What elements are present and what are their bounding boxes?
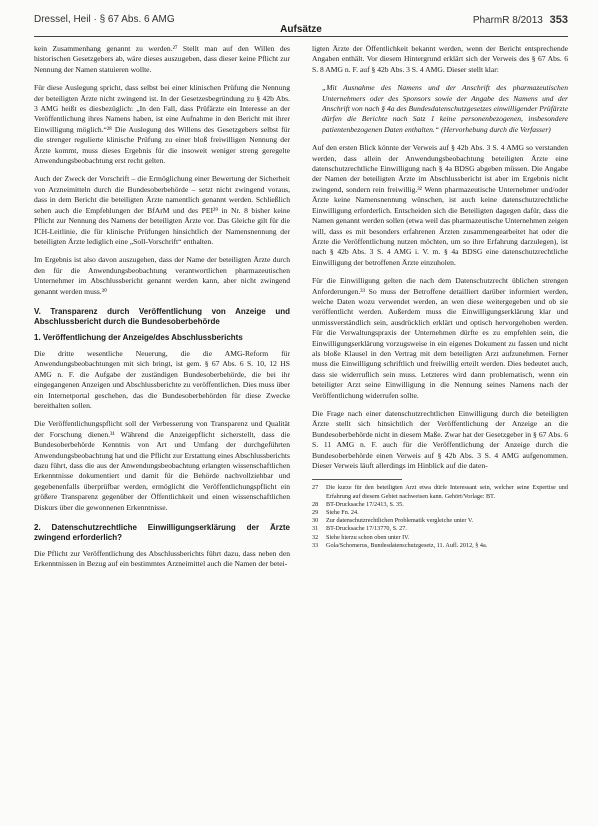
paragraph: kein Zusammenhang genannt zu werden.²⁷ Stellt man auf den Willen des historischen Gesetzgebers ab, wäre dieses auszugeben, dass dieser keine Pflicht zur Nennung der Namen statuieren wollte. [34,44,290,74]
footnote-number: 33 [312,541,319,549]
footnote-text: Siehe hierzu schon oben unter IV. [326,533,410,541]
subsection-heading: 2. Datenschutzrechtliche Einwilligungserklärung der Ärzte zwingend erforderlich? [34,523,290,543]
footnote-number: 29 [312,509,319,517]
footnote-text: Siehe Fn. 24. [326,509,359,517]
footnote-number: 27 [312,484,319,492]
footnote-text: BT-Drucksache 17/13770, S. 27. [326,525,407,533]
paragraph: Auch der Zweck der Vorschrift – die Ermöglichung einer Bewertung der Sicherheit von Arzneimitteln durch die Bundesoberbehörde – setzt nicht zwingend voraus, dass in dem Bericht die beteiligten Ärzte namentlich genannt werden. Schließlich sehen auch die Empfehlungen der BfArM und des PEI²⁹ in Nr. 8 bisher keine Pflicht zur Nennung des Namens der beteiligten Ärzte vor. Das Gleiche gilt für die ICH-Leitlinie, die für klinische Prüfungen hinsichtlich der Namensnennung der beteiligten Ärzte lediglich eine „Soll-Vorschrift“ enthalten. [34,174,290,246]
paragraph: Die dritte wesentliche Neuerung, die die AMG-Reform für Anwendungsbeobachtungen mit sich bringt, ist gem. § 67 Abs. 6 S. 10, 12 HS AMG n. F. die Aufgabe der zuständigen Bundesoberbehörde, die bei ihr eingegangenen Anzeigen und Abschlussberichte zu veröffentlichen. Dies muss über ein Internetportal geschehen, das die Bundesoberbehörden für diese Zwecke bereithalten sollen. [34,348,290,410]
footnote-number: 28 [312,500,319,508]
footnote-number: 32 [312,533,319,541]
quotation: „Mit Ausnahme des Namens und der Anschrift des pharmazeutischen Unternehmers oder des Sponsors sowie der Angabe des Namens und der Anschrift von nach § 4a des Bundesdatenschutzgesetzes einwilligender Prüfärzte dürfen die Berichte nach Satz 1 keine personenbezogenen, insbesondere patientenbezogenen Daten enthalten.“ (Hervorhebung durch die Verfasser) [322,83,568,134]
footnote-text: Zur datenschutzrechtlichen Problematik vergleiche unter V. [326,517,474,525]
subsection-heading: 1. Veröffentlichung der Anzeige/des Abschlussberichts [34,332,243,342]
footnote [312,484,568,500]
footnote-rule [312,479,402,480]
journal-issue: PharmR 8/2013 [472,15,543,26]
footnote [312,542,568,550]
footnote-number: 30 [312,517,319,525]
paragraph: Im Ergebnis ist also davon auszugehen, dass der Name der beteiligten Ärzte durch den für die Anwendungsbeobachtung verantwortlichen pharmazeutischen Unternehmer im Abschlussbericht genannt werden kann, aber nicht zwingend genannt werden muss.³⁰ [34,255,290,296]
footnote-text: Gola/Schomerus, Bundesdatenschutzgesetz, 11. Aufl. 2012, § 4a. [326,541,488,549]
footnote-number: 31 [312,525,319,533]
paragraph: Für diese Auslegung spricht, dass selbst bei einer klinischen Prüfung die Nennung der beteiligten Ärzte nicht zwingend ist. In der Gesetzesbegründung zu § 42b Abs. 3 AMG heißt es diesbezüglich: „In den Fall, dass Prüfärzte ein Interesse an der Veröffentlichung ihres Namens haben, ist eine Aufnahme in den Bericht mit ihrer Einwilligung möglich.“²⁸ Die Auslegung des Willens des Gesetzgebers selbst für die strenger regulierte klinische Prüfung zu einer bloß freiwilligen Nennung der Ärzte kommt, muss dieses Ergebnis für die insoweit weniger streng geregelte Anwendungsbeobachtung erst recht gelten. [34,83,290,166]
section-heading: V. Transparenz durch Veröffentlichung von Anzeige und Abschlussbericht durch die Bundesoberbehörde [34,306,290,326]
running-head-right [473,14,568,26]
paragraph: Die Frage nach einer datenschutzrechtlichen Einwilligung durch die beteiligten Ärzte stellt sich hinsichtlich der Veröffentlichung der Anzeige an die Bundesoberbehörde nicht in diesem Maße. Zwar hat der Gesetzgeber in § 67 Abs. 6 S. 11 AMG n. F. auch für die Veröffentlichung der Anzeige durch die Bundesoberbehörde einen Verweis auf § 42b Abs. 3 S. 4 AMG aufgenommen. Dieser Verweis läuft allerdings im Hinblick auf die daten- [312,409,568,471]
footnote [312,525,568,533]
section-title: Aufsätze [280,24,322,35]
paragraph: Die Pflicht zur Veröffentlichung des Abschlussberichts führt dazu, dass neben den Erkenntnissen in Bezug auf ein bestimmtes Arzneimittel auch die Namen der betei- [34,549,290,569]
footnote [312,509,568,517]
paragraph: ligten Ärzte der Öffentlichkeit bekannt werden, wenn der Bericht entsprechende Angaben enthält. Vor diesem Hintergrund erklärt sich der Verweis des § 67 Abs. 6 S. 8 AMG n. F. auf § 42b Abs. 3 S. 4 AMG. Dieser stellt klar: [312,44,568,74]
footnotes [312,484,568,550]
page-number: 353 [549,14,568,26]
footnote [312,517,568,525]
left-column [34,44,290,578]
footnote [312,501,568,509]
right-column [312,44,568,550]
paragraph: Die Veröffentlichungspflicht soll der Verbesserung von Transparenz und Qualität der Forschung dienen.³¹ Während die Anzeigepflicht sicherstellt, dass die Bundesoberbehörde Kenntnis von Art und Umfang der durchgeführten Anwendungsbeobachtung hat und die Pflicht zur Erstattung eines Abschlussberichts dazu führt, dass die aus der Anwendungsbeobachtung erlangten wissenschaftlichen Erkenntnisse dokumentiert und damit für die Behörde nachvollziehbar und gegebenenfalls überprüfbar werden, ermöglicht die Veröffentlichungspflicht ein größere Transparenz gegenüber der Öffentlichkeit und einen wissenschaftlichen Diskurs über die gewonnenen Erkenntnisse. [34,419,290,512]
footnote [312,534,568,542]
running-head-left: Dressel, Heil · § 67 Abs. 6 AMG [34,14,175,25]
footnote-text: BT-Drucksache 17/2413, S. 35. [326,500,404,508]
header-rule [34,36,568,37]
footnote-text: Die kurze für den beteiligten Arzt etwa dürfe Interessant sein, welcher seine Expertise und Erfahrung auf diesem Gebiet nachweisen kann. Gehört/Vorlage: BT. [326,484,568,500]
page-header [34,14,568,36]
paragraph: Für die Einwilligung gelten die nach dem Datenschutzrecht üblichen strengen Anforderungen.³³ So muss der Betroffene detailliert darüber informiert werden, welche Daten wozu verwendet werden, an wen diese weitergegeben und ob sie veröffentlicht werden. Außerdem muss die Einwilligungserklärung klar und unmissverständlich sein, ausdrücklich erklärt und optisch hervorgehoben werden. Für die Verwaltungspraxis der Unternehmen dürfte es zu empfehlen sein, die Einwilligungserklärung vorzugsweise in ein eigenes Dokument zu fassen und nicht als bloße Klausel in den Vertrag mit dem beteiligten Arzt aufzunehmen. Ferner muss die Einwilligung schriftlich und freiwillig erteilt werden. Dies bedeutet auch, dass sie widerruflich sein muss. Letzteres wird dann problematisch, wenn ein beteiligter Arzt seine Einwilligung in die Nennung seines Namens nach der Veröffentlichung widerrufen sollte. [312,276,568,400]
paragraph: Auf den ersten Blick könnte der Verweis auf § 42b Abs. 3 S. 4 AMG so verstanden werden, dass allein der Anwendungsbeobachtung beteiligten Ärzte eine datenschutzrechtliche Einwilligung nach § 4a BDSG abgeben müssen. Die Angabe der Namen der beteiligten Ärzte im Abschlussbericht ist aber im Ergebnis nicht zwingend, sondern rein freiwillig.³² Wenn pharmazeutische Unternehmer und/oder Ärzte keine Namensnennung wünschen, ist auch keine datenschutzrechtliche Einwilligung erforderlich. Entscheiden sich die Beteiligten dagegen dafür, dass die Namen genannt werden sollen (etwa weil das pharmazeutische Unternehmen zeigen will, dass es mit besonders erfahrenen Ärzten zusammengearbeitet hat oder die Ärzte die Veröffentlichung nutzen möchten, um so ihre Erfahrung darzulegen), ist nach § 42b Abs. 3 S. 4 AMG i. V. m. § 4a BDSG eine datenschutzrechtliche Einwilligung der betroffenen Ärzte einzuholen. [312,143,568,267]
